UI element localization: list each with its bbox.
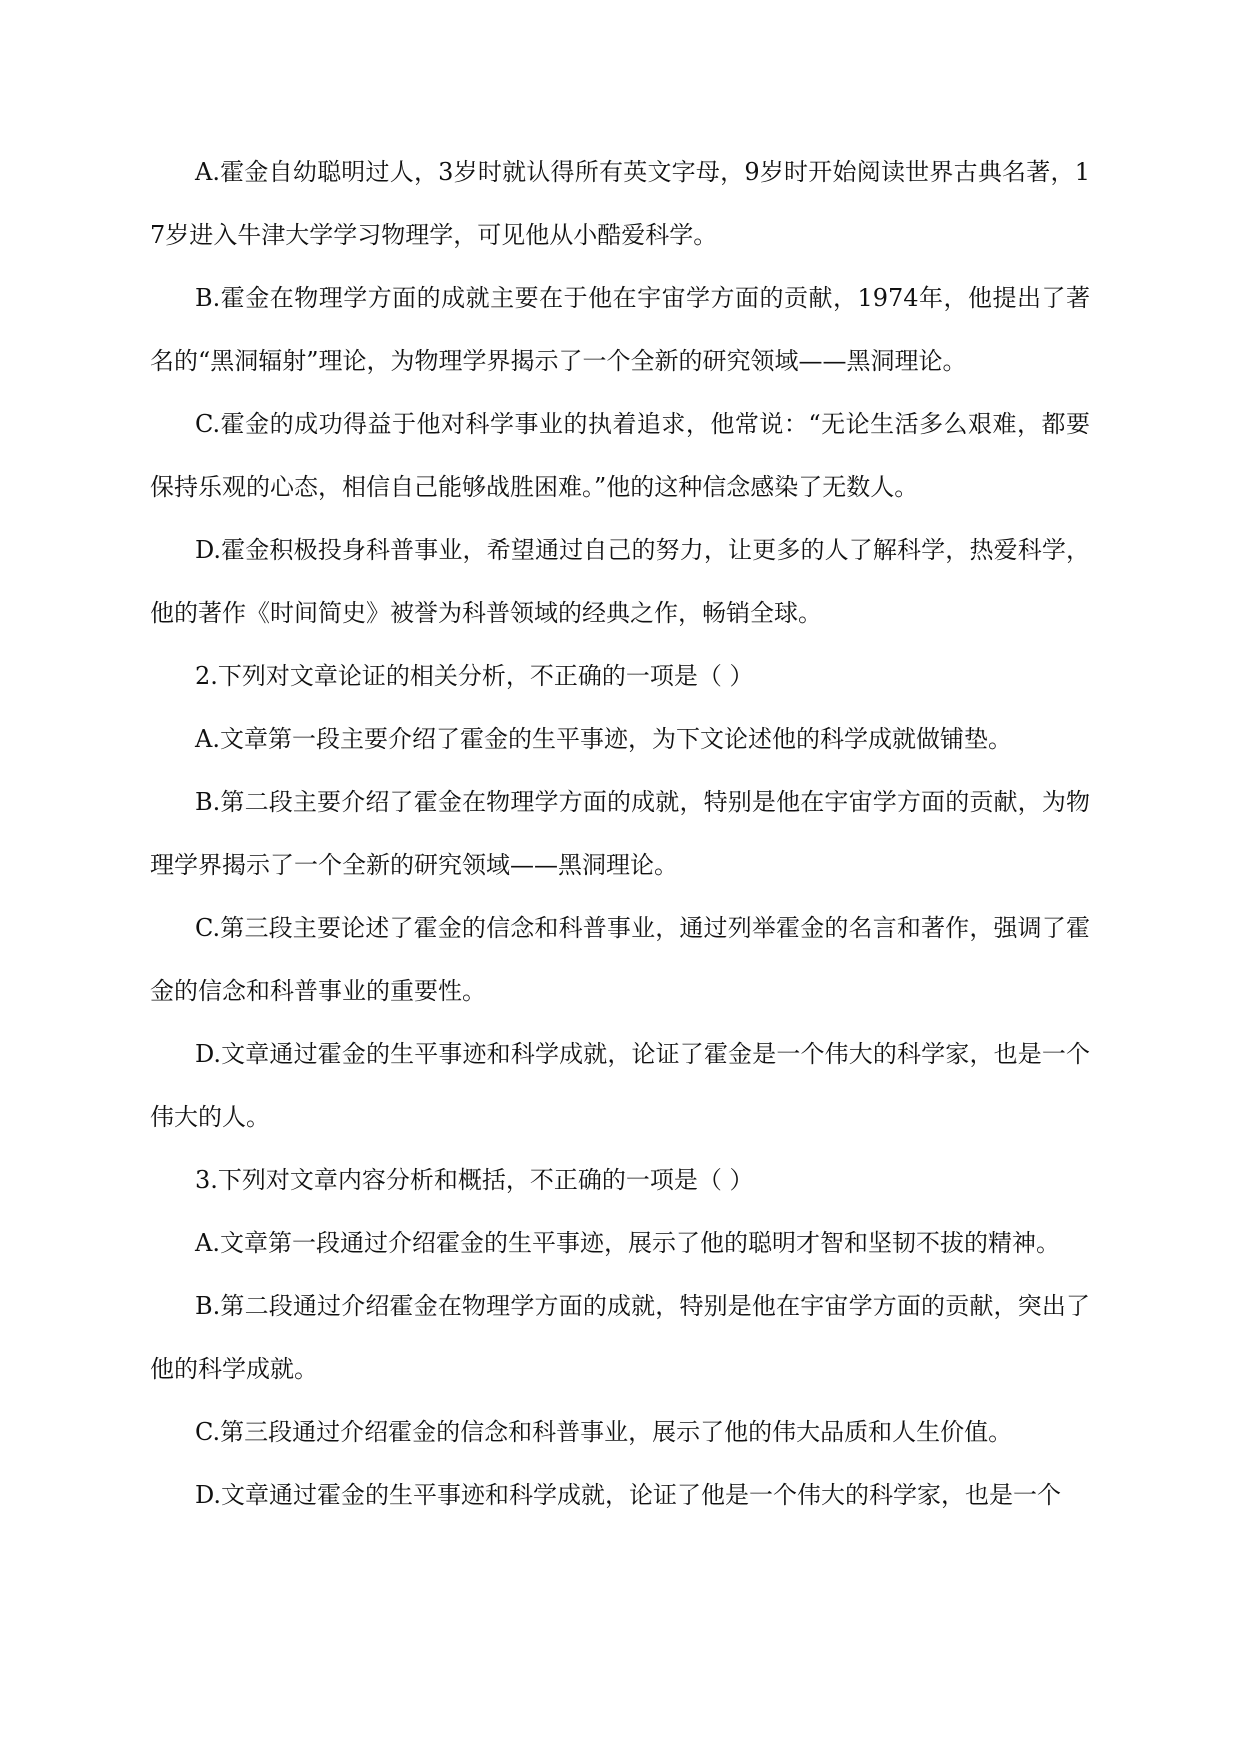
question-2-stem: 2.下列对文章论证的相关分析，不正确的一项是（ ） — [195, 662, 754, 690]
paragraph-q1-option-c: C.霍金的成功得益于他对科学事业的执着追求，他常说：“无论生活多么艰难，都要保持乐观的心态，相信自己能够战胜困难。”他的这种信念感染了无数人。 — [150, 410, 1090, 501]
paragraph-q1-option-b: B.霍金在物理学方面的成就主要在于他在宇宙学方面的贡献，1974年，他提出了著名的“黑洞辐射”理论，为物理学界揭示了一个全新的研究领域——黑洞理论。 — [150, 284, 1090, 375]
paragraph-q1-option-d: D.霍金积极投身科普事业，希望通过自己的努力，让更多的人了解科学，热爱科学，他的著作《时间简史》被誉为科普领域的经典之作，畅销全球。 — [150, 536, 1090, 627]
document-body — [150, 141, 1090, 1527]
question-3-stem: 3.下列对文章内容分析和概括，不正确的一项是（ ） — [195, 1166, 754, 1194]
paragraph-q3-option-b: B.第二段通过介绍霍金在物理学方面的成就，特别是他在宇宙学方面的贡献，突出了他的科学成就。 — [150, 1292, 1090, 1383]
paragraph-q2-option-d: D.文章通过霍金的生平事迹和科学成就，论证了霍金是一个伟大的科学家，也是一个伟大的人。 — [150, 1040, 1090, 1131]
paragraph-q2-option-c: C.第三段主要论述了霍金的信念和科普事业，通过列举霍金的名言和著作，强调了霍金的信念和科普事业的重要性。 — [150, 914, 1090, 1005]
paragraph-q3-option-a: A.文章第一段通过介绍霍金的生平事迹，展示了他的聪明才智和坚韧不拔的精神。 — [195, 1229, 1060, 1257]
paragraph-q3-option-d: D.文章通过霍金的生平事迹和科学成就，论证了他是一个伟大的科学家，也是一个 — [195, 1481, 1062, 1509]
paragraph-q2-option-a: A.文章第一段主要介绍了霍金的生平事迹，为下文论述他的科学成就做铺垫。 — [195, 725, 1012, 753]
paragraph-q2-option-b: B.第二段主要介绍了霍金在物理学方面的成就，特别是他在宇宙学方面的贡献，为物理学界揭示了一个全新的研究领域——黑洞理论。 — [150, 788, 1090, 879]
paragraph-q1-option-a: A.霍金自幼聪明过人，3岁时就认得所有英文字母，9岁时开始阅读世界古典名著，17岁进入牛津大学学习物理学，可见他从小酷爱科学。 — [150, 158, 1090, 249]
paragraph-q3-option-c: C.第三段通过介绍霍金的信念和科普事业，展示了他的伟大品质和人生价值。 — [195, 1418, 1013, 1446]
